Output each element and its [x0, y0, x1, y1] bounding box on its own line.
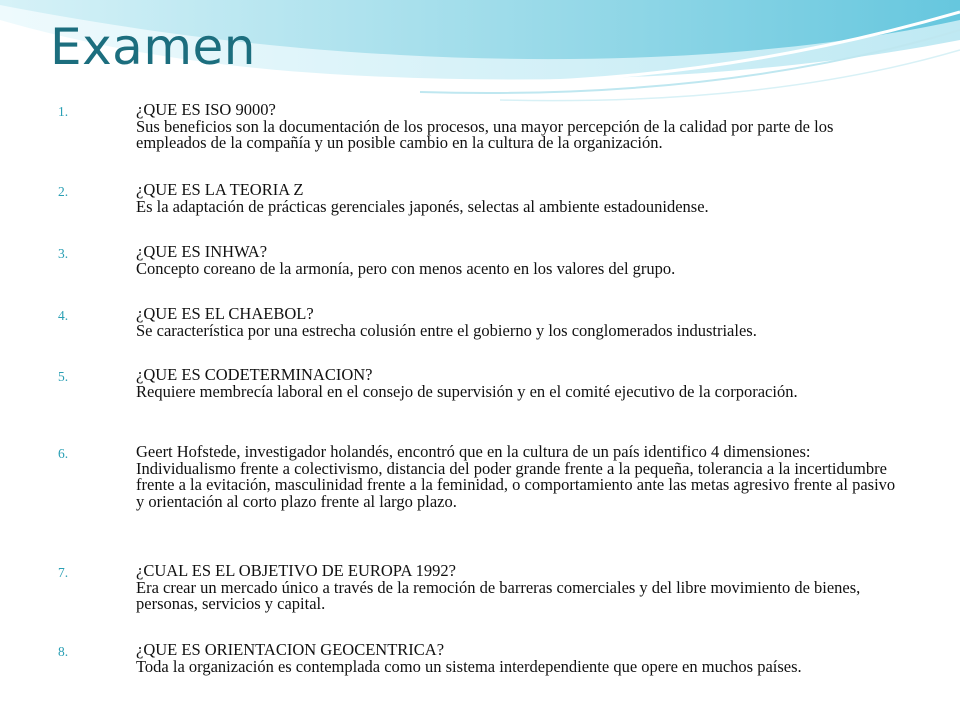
list-item: [58, 444, 903, 510]
list-item: [58, 102, 903, 152]
item-answer: Era crear un mercado único a través de la remoción de barreras comerciales y del libre movimiento de bienes, personas, servicios y capital.: [136, 577, 861, 613]
list-item: [58, 244, 903, 277]
item-number: 7.: [58, 565, 69, 580]
item-question: ¿CUAL ES EL OBJETIVO DE EUROPA 1992?: [136, 561, 456, 580]
item-number: 6.: [58, 446, 69, 461]
list-item: [58, 367, 903, 400]
list-item: [58, 642, 903, 675]
item-answer: Concepto coreano de la armonía, pero con menos acento en los valores del grupo.: [136, 258, 676, 278]
page-title: Examen: [50, 18, 256, 76]
list-item: [58, 306, 903, 339]
item-answer: Toda la organización es contemplada como un sistema interdependiente que opere en muchos países.: [136, 656, 802, 676]
item-answer: Individualismo frente a colectivismo, distancia del poder grande frente a la pequeña, tolerancia a la incertidumbre frente a la evitación, masculinidad frente a la feminidad, o comportamiento ante las metas agresivo frente al pasivo y orientación al corto plazo frente al largo plazo.: [136, 458, 896, 511]
item-question: ¿QUE ES LA TEORIA Z: [136, 180, 304, 199]
list-item: [58, 563, 903, 613]
item-answer: Sus beneficios son la documentación de los procesos, una mayor percepción de la calidad por parte de los empleados de la compañía y un posible cambio en la cultura de la organización.: [136, 116, 834, 152]
item-question: ¿QUE ES ORIENTACION GEOCENTRICA?: [136, 640, 445, 659]
item-answer: Requiere membrecía laboral en el consejo de supervisión y en el comité ejecutivo de la corporación.: [136, 381, 798, 401]
item-answer: Se característica por una estrecha colusión entre el gobierno y los conglomerados industriales.: [136, 320, 757, 340]
list-item: [58, 182, 903, 215]
item-number: 4.: [58, 308, 69, 323]
item-question: ¿QUE ES CODETERMINACION?: [136, 365, 373, 384]
item-question: Geert Hofstede, investigador holandés, encontró que en la cultura de un país identifico 4 dimensiones:: [136, 442, 811, 461]
item-number: 2.: [58, 184, 69, 199]
item-number: 3.: [58, 246, 69, 261]
item-question: ¿QUE ES ISO 9000?: [136, 100, 276, 119]
item-question: ¿QUE ES INHWA?: [136, 242, 268, 261]
item-number: 8.: [58, 644, 69, 659]
item-answer: Es la adaptación de prácticas gerenciales japonés, selectas al ambiente estadounidense.: [136, 196, 709, 216]
item-number: 1.: [58, 104, 69, 119]
item-question: ¿QUE ES EL CHAEBOL?: [136, 304, 314, 323]
item-number: 5.: [58, 369, 69, 384]
